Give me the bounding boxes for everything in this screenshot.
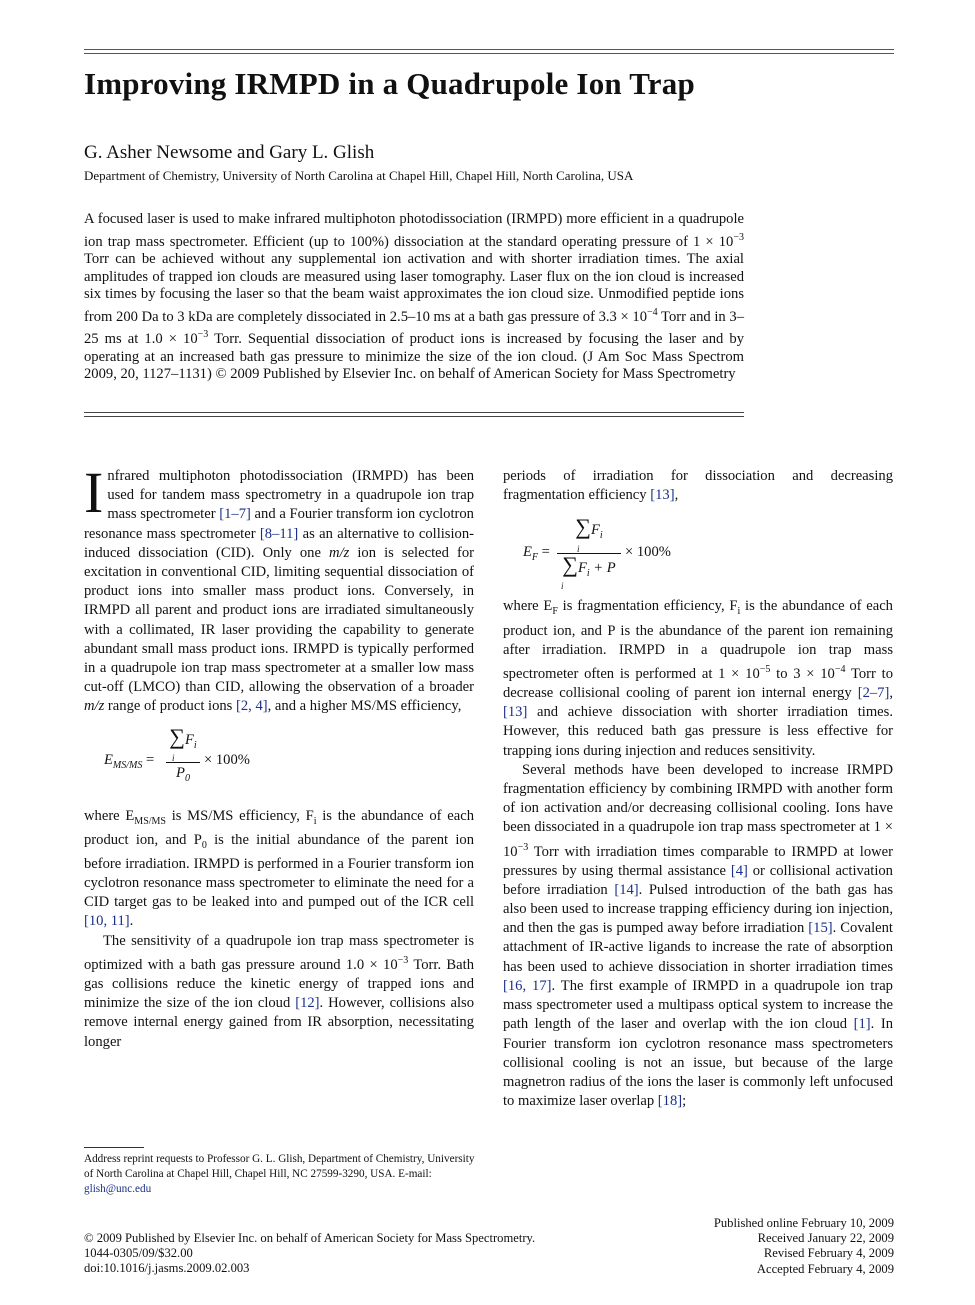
received-date: Received January 22, 2009 <box>757 1231 894 1246</box>
copyright: © 2009 Published by Elsevier Inc. on behalf of American Society for Mass Spectrometry. <box>84 1231 536 1245</box>
citation-link[interactable]: [10, 11] <box>84 913 130 930</box>
abstract-rule-2 <box>84 416 744 417</box>
citation-link[interactable]: [18] <box>657 1093 683 1110</box>
citation-link[interactable]: [1–7] <box>219 506 251 523</box>
citation-link[interactable]: [14] <box>614 881 639 898</box>
footer-left <box>84 1231 535 1277</box>
citation-link[interactable]: [16, 17] <box>503 977 552 994</box>
citation-link[interactable]: [8–11] <box>259 525 299 542</box>
citation-link[interactable]: [1] <box>853 1016 871 1033</box>
abstract: A focused laser is used to make infrared multiphoton photodissociation (IRMPD) more efficient in a quadrupole ion trap mass spectrometer. Efficient (up to 100%) dissociation at the standard operating pressure of $1 \times 10^{-3}$ Torr can be achieved without any supplemental ion activation and with shorter irradiation times. The axial amplitudes of trapped ion clouds are measured using laser tomography. Laser flux on the ion cloud is increased six times by focusing the laser so that the beam waist approximates the ion cloud size. Unmodified peptide ions from 200 Da to 3 kDa are completely dissociated in 2.5–10 ms at a bath gas pressure of $3.3 \times 10^{-4}$ Torr and in 3–25 ms at $1.0 \times 10^{-3}$ Torr. Sequential dissociation of product ions is increased by focusing the laser and by operating at an increased bath gas pressure to minimize the size of the ion cloud. (J Am Soc Mass Spectrom 2009, 20, 1127–1131) © 2009 Published by Elsevier Inc. on behalf of American Society for Mass Spectrometry <box>84 211 744 383</box>
citation-link[interactable]: [13] <box>503 704 528 721</box>
fragmentation-definition-paragraph: where $E_F$ is fragmentation efficiency, $F_i$ is the abundance of each product ion, and P is the abundance of the parent ion remaining after irradiation. IRMPD in a quadrupole ion trap mass spectrometer often is performed at $1 \times 10^{-5}$ to $3 \times 10^{-4}$ Torr to decrease collisional cooling of parent ion internal energy [2–7], [13] and achieve dissociation with shorter irradiation times. However, this reduced bath gas pressure is less effective for trapping ions during injection and reduces sensitivity. <box>503 598 893 759</box>
right-column <box>503 467 893 1111</box>
citation-link[interactable]: [12] <box>295 995 320 1012</box>
published-online-date: Published online February 10, 2009 <box>713 1216 894 1230</box>
affiliation: Department of Chemistry, University of North Carolina at Chapel Hill, Chapel Hill, North Carolina, USA <box>84 168 634 183</box>
top-rule-2 <box>84 53 894 54</box>
citation-link[interactable]: [15] <box>808 920 833 937</box>
issn: 1044-0305/09/$32.00 <box>84 1246 193 1261</box>
email-link[interactable]: glish@unc.edu <box>84 1183 152 1195</box>
footnote-rule <box>84 1147 144 1148</box>
methods-paragraph: Several methods have been developed to increase IRMPD fragmentation efficiency by combining IRMPD with another form of ion activation and/or decreasing collisional cooling. Ions have been dissociated in a quadrupole ion trap mass spectrometer at $1 \times 10^{-3}$ Torr with irradiation times comparable to IRMPD at lower pressures by using thermal assistance [4] or collisional activation before irradiation [14]. Pulsed introduction of the bath gas has also been used to increase trapping efficiency during ion injection, and then the gas is pumped away before irradiation [15]. Covalent attachment of IR-active ligands to increase the rate of absorption has been used to achieve dissociation in shorter irradiation times [16, 17]. The first example of IRMPD in a quadrupole ion trap mass spectrometer used a multipass optical system to increase the path length of the laser and overlap with the ion cloud [1]. In Fourier transform ion cyclotron resonance mass spectrometers collisional cooling is not an issue, but because of the large magnetron radius of the ions the laser is commonly left unfocused to maximize laser overlap [18]; <box>503 761 893 1110</box>
authors: G. Asher Newsome and Gary L. Glish <box>84 142 375 163</box>
msms-definition-paragraph: where $E_{MS/MS}$ is MS/MS efficiency, $F_i$ is the abundance of each product ion, and $P_0$ is the initial abundance of the parent ion before irradiation. IRMPD is performed in a Fourier transform ion cyclotron resonance mass spectrometer to eliminate the need for a CID target gas to be leaked into and pumped out of the ICR cell [10, 11]. <box>84 807 474 930</box>
accepted-date: Accepted February 4, 2009 <box>756 1261 894 1276</box>
intro-paragraph: Infrared multiphoton photodissociation (IRMPD) has been used for tandem mass spectrometry in a quadrupole ion trap mass spectrometer [1–7] and a Fourier transform ion cyclotron resonance mass spectrometer [8–11] as an alternative to collision-induced dissociation (CID). Only one m/z ion is selected for excitation in conventional CID, limiting sequential dissociation of product ions into smaller mass product ions. Conversely, in IRMPD all parent and product ions are irradiated simultaneously with a collimated, IR laser providing the capability to generate abundant small mass product ions. IRMPD is typically performed in a quadrupole ion trap mass spectrometer at a smaller low mass cut-off (LMCO) than CID, allowing the observation of a broader m/z range of product ions [2, 4], and a higher MS/MS efficiency, <box>84 460 474 715</box>
continuation-paragraph: periods of irradiation for dissociation and decreasing fragmentation efficiency [13], <box>503 468 893 504</box>
footer-right <box>714 1216 894 1277</box>
citation-link[interactable]: [2, 4] <box>236 698 268 715</box>
doi: doi:10.1016/j.jasms.2009.02.003 <box>84 1261 250 1276</box>
citation-link[interactable]: [4] <box>730 862 748 879</box>
citation-link[interactable]: [13] <box>650 487 675 504</box>
equation-msms-efficiency: $E_{MS/MS}$ = $\sum F_i$ i $P_0$ × 100% <box>104 723 250 784</box>
footnote: Address reprint requests to Professor G. L. Glish, Department of Chemistry, University of North Carolina at Chapel Hill, Chapel Hill, NC 27599-3290, USA. E-mail: glish@unc.edu <box>84 1153 475 1195</box>
left-column <box>84 460 474 1052</box>
drop-cap: I <box>84 460 104 525</box>
article-title: Improving IRMPD in a Quadrupole Ion Trap <box>84 66 695 101</box>
equation-fragmentation-efficiency: $E_F$ = $\sum F_i$ i $\sum F_i + P$ i × 100% <box>523 514 671 591</box>
sensitivity-paragraph: The sensitivity of a quadrupole ion trap mass spectrometer is optimized with a bath gas pressure around $1.0 \times 10^{-3}$ Torr. Bath gas collisions reduce the kinetic energy of trapped ions and minimize the size of the ion cloud [12]. However, collisions also remove internal energy gained from IR absorption, necessitating longer <box>84 932 474 1050</box>
top-rule <box>84 49 894 50</box>
abstract-rule <box>84 412 744 413</box>
revised-date: Revised February 4, 2009 <box>763 1246 894 1261</box>
citation-link[interactable]: [2–7] <box>857 684 890 701</box>
